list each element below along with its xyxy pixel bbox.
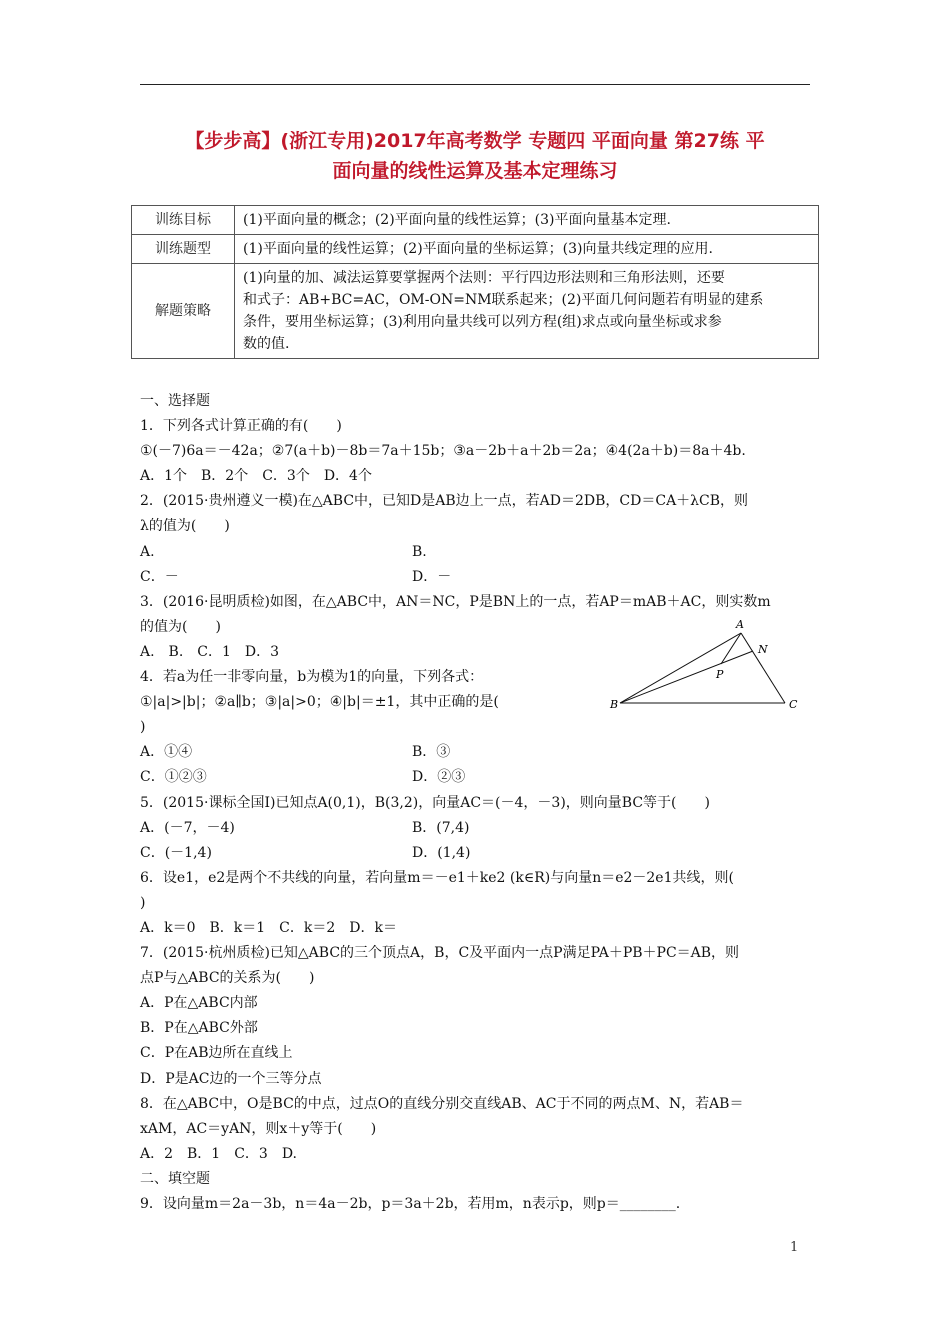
label-c: C	[789, 698, 798, 711]
row-label: 解题策略	[132, 264, 235, 359]
text-line	[140, 841, 820, 866]
strategy-line: 条件，要用坐标运算；(3)利用向量共线可以列方程(组)求点或向量坐标或求参	[243, 314, 722, 330]
row-label: 训练目标	[132, 206, 235, 235]
option-item: B．(7,4)	[412, 819, 470, 836]
text-line: λ的值为( )	[140, 518, 230, 535]
text-line: A．k＝0 B．k＝1 C．k＝2 D．k＝	[140, 919, 397, 936]
option-item: C．(－1,4)	[140, 844, 212, 861]
text-line: 9．设向量m＝2a－3b，n＝4a－2b，p＝3a＋2b，若用m，n表示p，则p＝________.	[140, 1196, 681, 1212]
strategy-line: 和式子：AB+BC=AC，OM-ON=NM联系起来；(2)平面几何问题若有明显的建系	[243, 292, 764, 308]
option-item: D．－	[412, 568, 452, 585]
option-item: A.	[140, 543, 155, 560]
row-text: (1)平面向量的线性运算；(2)平面向量的坐标运算；(3)向量共线定理的应用.	[235, 235, 819, 264]
text-line: 2．(2015·贵州遵义一模)在△ABC中，已知D是AB边上一点，若AD＝2DB，CD＝CA＋λCB，则	[140, 493, 749, 510]
text-line: 6．设e1，e2是两个不共线的向量，若向量m＝－e1＋ke2 (k∈R)与向量n＝e2－2e1共线，则(	[140, 869, 734, 886]
title-line-1: 【步步高】(浙江专用)2017年高考数学 专题四 平面向量 第27练 平	[185, 130, 765, 152]
segment-bn	[620, 651, 753, 703]
option-item: A．(－7，－4)	[140, 819, 235, 836]
strategy-line: (1)向量的加、减法运算要掌握两个法则：平行四边形法则和三角形法则，还要	[243, 270, 725, 286]
option-item: B.	[412, 543, 427, 560]
table-row	[132, 206, 819, 235]
label-n: N	[758, 643, 768, 656]
text-line: 1．下列各式计算正确的有( )	[140, 418, 342, 435]
text-line: 5．(2015·课标全国Ⅰ)已知点A(0,1)，B(3,2)，向量AC＝(－4，－3)，则向量BC等于( )	[140, 794, 710, 811]
text-line: )	[140, 719, 146, 736]
page-number: 1	[790, 1240, 799, 1255]
row-label: 训练题型	[132, 235, 235, 264]
text-line	[140, 540, 820, 565]
option-item: C．①②③	[140, 769, 207, 786]
text-line	[140, 765, 820, 790]
title-line-2: 面向量的线性运算及基本定理练习	[332, 160, 618, 182]
text-line: A. B. C．1 D．3	[140, 643, 280, 660]
text-line: 点P与△ABC的关系为( )	[140, 970, 315, 987]
text-line: B．P在△ABC外部	[140, 1020, 258, 1037]
text-line: ①|a|>|b|；②a∥b；③|a|>0；④|b|＝±1，其中正确的是(	[140, 694, 499, 711]
text-line	[140, 816, 820, 841]
label-p: P	[716, 668, 724, 681]
text-line: 的值为( )	[140, 618, 221, 635]
document-title	[130, 126, 820, 186]
row-text	[235, 264, 819, 359]
text-line: 一、选择题	[140, 393, 210, 409]
header-rule	[140, 84, 810, 85]
text-line	[140, 565, 820, 590]
text-line: A．P在△ABC内部	[140, 995, 258, 1012]
row-text: (1)平面向量的概念；(2)平面向量的线性运算；(3)平面向量基本定理.	[235, 206, 819, 235]
text-line: 8．在△ABC中，O是BC的中点，过点O的直线分别交直线AB、AC于不同的两点M、N，若AB＝	[140, 1095, 744, 1112]
label-b: B	[610, 698, 619, 711]
text-line: 4．若a为任一非零向量，b为模为1的向量，下列各式：	[140, 669, 484, 686]
text-line: xAM，AC＝yAN，则x＋y等于( )	[140, 1120, 377, 1137]
option-item: C．－	[140, 568, 179, 585]
text-line: 3．(2016·昆明质检)如图，在△ABC中，AN＝NC，P是BN上的一点，若AP＝mAB＋AC，则实数m	[140, 593, 771, 610]
training-info-table	[131, 205, 819, 359]
text-line: D．P是AC边的一个三等分点	[140, 1070, 322, 1087]
text-line	[140, 740, 820, 765]
text-line: A．2 B．1 C．3 D.	[140, 1145, 298, 1162]
text-line: 7．(2015·杭州质检)已知△ABC的三个顶点A，B，C及平面内一点P满足PA＋PB＋PC＝AB，则	[140, 945, 740, 962]
text-line: C．P在AB边所在直线上	[140, 1045, 293, 1062]
table-row	[132, 235, 819, 264]
exercise-body	[140, 389, 820, 1217]
text-line: )	[140, 894, 146, 911]
option-item: D．②③	[412, 769, 466, 786]
text-line: A．1个 B．2个 C．3个 D．4个	[140, 468, 372, 485]
table-row	[132, 264, 819, 359]
option-item: A．①④	[140, 744, 193, 761]
text-line: 二、填空题	[140, 1170, 210, 1187]
strategy-line: 数的值.	[243, 336, 290, 352]
text-line: ①(－7)6a＝－42a；②7(a＋b)－8b＝7a＋15b；③a－2b＋a＋2b＝2a；④4(2a＋b)＝8a＋4b.	[140, 443, 746, 460]
option-item: B．③	[412, 744, 451, 761]
option-item: D．(1,4)	[412, 844, 471, 861]
label-a: A	[736, 618, 744, 631]
triangle-figure	[600, 618, 810, 718]
